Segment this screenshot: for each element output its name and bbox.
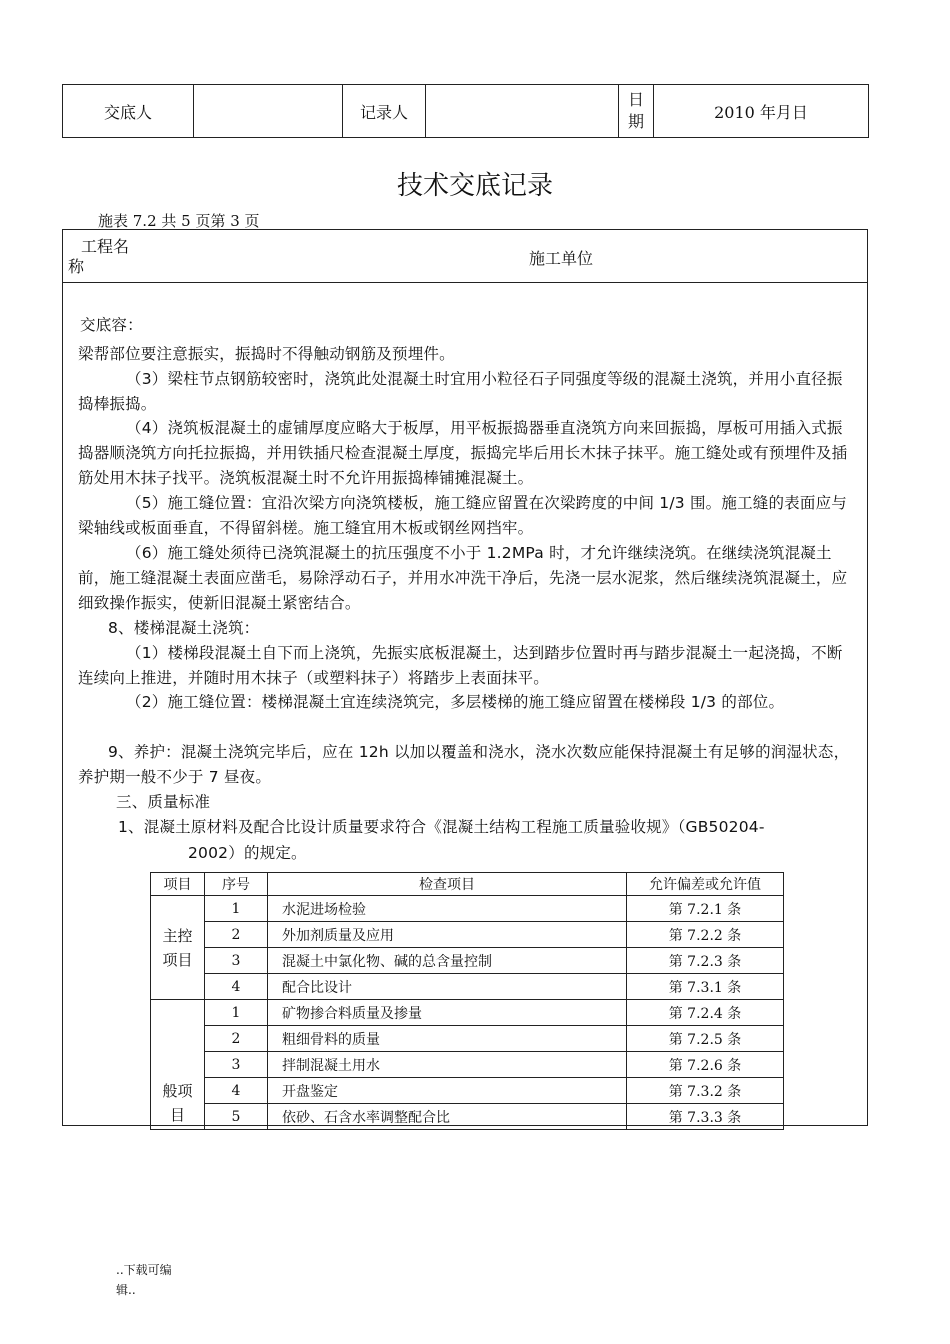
- check-item: 配合比设计: [268, 974, 627, 1000]
- date-label-top: 日: [627, 90, 644, 109]
- recorder-value: [426, 85, 619, 138]
- header-allowance: 允许偏差或允许值: [627, 873, 784, 896]
- general-group-line2: 目: [169, 1106, 185, 1124]
- main-group-line1: 主控: [162, 926, 193, 945]
- row-number: 4: [205, 974, 268, 1000]
- check-item: 外加剂质量及应用: [268, 922, 627, 948]
- header-project: 项目: [151, 873, 205, 896]
- paragraph: （4）浇筑板混凝土的虚铺厚度应略大于板厚，用平板振捣器垂直浇筑方向来回振捣，厚板可用插入式振捣器顺浇筑方向托拉振捣，并用铁插尺检查混凝土厚度，振捣完毕后用长木抹子抹平。施工缝处或有预埋件及插筋处用木抹子找平。浇筑板混凝土时不允许用振捣棒铺摊混凝土。: [78, 419, 848, 487]
- handover-label: 交底人: [63, 85, 194, 138]
- footer-note: [116, 1260, 172, 1300]
- check-item: 水泥进场检验: [268, 896, 627, 922]
- check-item: 拌制混凝土用水: [268, 1052, 627, 1078]
- row-number: 5: [205, 1104, 268, 1130]
- footer-line2: 辑..: [116, 1283, 136, 1297]
- paragraph: 2002）的规定。: [188, 844, 307, 862]
- header-table: [62, 84, 869, 138]
- row-number: 1: [205, 1000, 268, 1026]
- paragraph: （1）楼梯段混凝土自下而上浇筑，先振实底板混凝土，达到踏步位置时再与踏步混凝土一起浇捣，不断连续向上推进，并随时用木抹子（或塑料抹子）将踏步上表面抹平。: [78, 644, 843, 687]
- date-label: [619, 85, 654, 138]
- project-name-label: [68, 237, 129, 277]
- handover-value: [194, 85, 343, 138]
- divider: [63, 282, 867, 283]
- paragraph: 梁帮部位要注意振实，振捣时不得触动钢筋及预埋件。: [78, 345, 455, 363]
- general-group: [151, 1000, 205, 1130]
- recorder-label: 记录人: [343, 85, 426, 138]
- allowance-value: 第 7.2.1 条: [627, 896, 784, 922]
- section-heading: 三、质量标准: [116, 793, 211, 811]
- check-item: 粗细骨料的质量: [268, 1026, 627, 1052]
- paragraph: 1、混凝土原材料及配合比设计质量要求符合《混凝土结构工程施工质量验收规》（GB50204-: [118, 818, 765, 836]
- quality-table: [150, 872, 784, 1130]
- check-item: 依砂、石含水率调整配合比: [268, 1104, 627, 1130]
- row-number: 1: [205, 896, 268, 922]
- allowance-value: 第 7.3.2 条: [627, 1078, 784, 1104]
- check-item: 矿物掺合料质量及掺量: [268, 1000, 627, 1026]
- row-number: 2: [205, 922, 268, 948]
- construction-unit-label: 施工单位: [529, 249, 594, 268]
- main-control-group: [151, 896, 205, 1000]
- allowance-value: 第 7.2.3 条: [627, 948, 784, 974]
- main-group-line2: 项目: [162, 950, 193, 969]
- paragraph: （3）梁柱节点钢筋较密时，浇筑此处混凝土时宜用小粒径石子同强度等级的混凝土浇筑，并用小直径振捣棒振捣。: [78, 370, 843, 413]
- page-title: 技术交底记录: [396, 171, 553, 201]
- check-item: 混凝土中氯化物、碱的总含量控制: [268, 948, 627, 974]
- general-group-line1: 般项: [162, 1082, 193, 1100]
- row-number: 4: [205, 1078, 268, 1104]
- allowance-value: 第 7.2.5 条: [627, 1026, 784, 1052]
- header-check-item: 检查项目: [268, 873, 627, 896]
- paragraph: （2）施工缝位置：楼梯混凝土宜连续浇筑完，多层楼梯的施工缝应留置在楼梯段 1/3 的部位。: [126, 693, 785, 711]
- footer-line1: ..下载可编: [116, 1263, 172, 1277]
- content-heading: 交底容：: [80, 316, 143, 334]
- allowance-value: 第 7.3.1 条: [627, 974, 784, 1000]
- allowance-value: 第 7.2.2 条: [627, 922, 784, 948]
- header-number: 序号: [205, 873, 268, 896]
- paragraph: （5）施工缝位置：宜沿次梁方向浇筑楼板，施工缝应留置在次梁跨度的中间 1/3 围。施工缝的表面应与梁轴线或板面垂直，不得留斜槎。施工缝宜用木板或钢丝网挡牢。: [78, 494, 847, 537]
- date-label-bottom: 期: [627, 112, 644, 131]
- paragraph: （6）施工缝处须待已浇筑混凝土的抗压强度不小于 1.2MPa 时，才允许继续浇筑。在继续浇筑混凝土前，施工缝混凝土表面应凿毛，易除浮动石子，并用水冲洗干净后，先浇一层水泥浆，然后继续浇筑混凝土，应细致操作振实，使新旧混凝土紧密结合。: [78, 544, 848, 612]
- allowance-value: 第 7.2.4 条: [627, 1000, 784, 1026]
- check-item: 开盘鉴定: [268, 1078, 627, 1104]
- date-value: 2010 年月日: [654, 85, 869, 138]
- row-number: 2: [205, 1026, 268, 1052]
- paragraph: 9、养护：混凝土浇筑完毕后，应在 12h 以加以覆盖和浇水，浇水次数应能保持混凝土有足够的润湿状态，养护期一般不少于 7 昼夜。: [78, 743, 850, 786]
- project-name-label-line2: 称: [68, 257, 85, 276]
- allowance-value: 第 7.3.3 条: [627, 1104, 784, 1130]
- paragraph: 8、楼梯混凝土浇筑：: [108, 619, 260, 637]
- row-number: 3: [205, 1052, 268, 1078]
- allowance-value: 第 7.2.6 条: [627, 1052, 784, 1078]
- project-name-label-line1: 工程名: [81, 237, 130, 256]
- form-number: 施表 7.2 共 5 页第 3 页: [98, 212, 260, 230]
- row-number: 3: [205, 948, 268, 974]
